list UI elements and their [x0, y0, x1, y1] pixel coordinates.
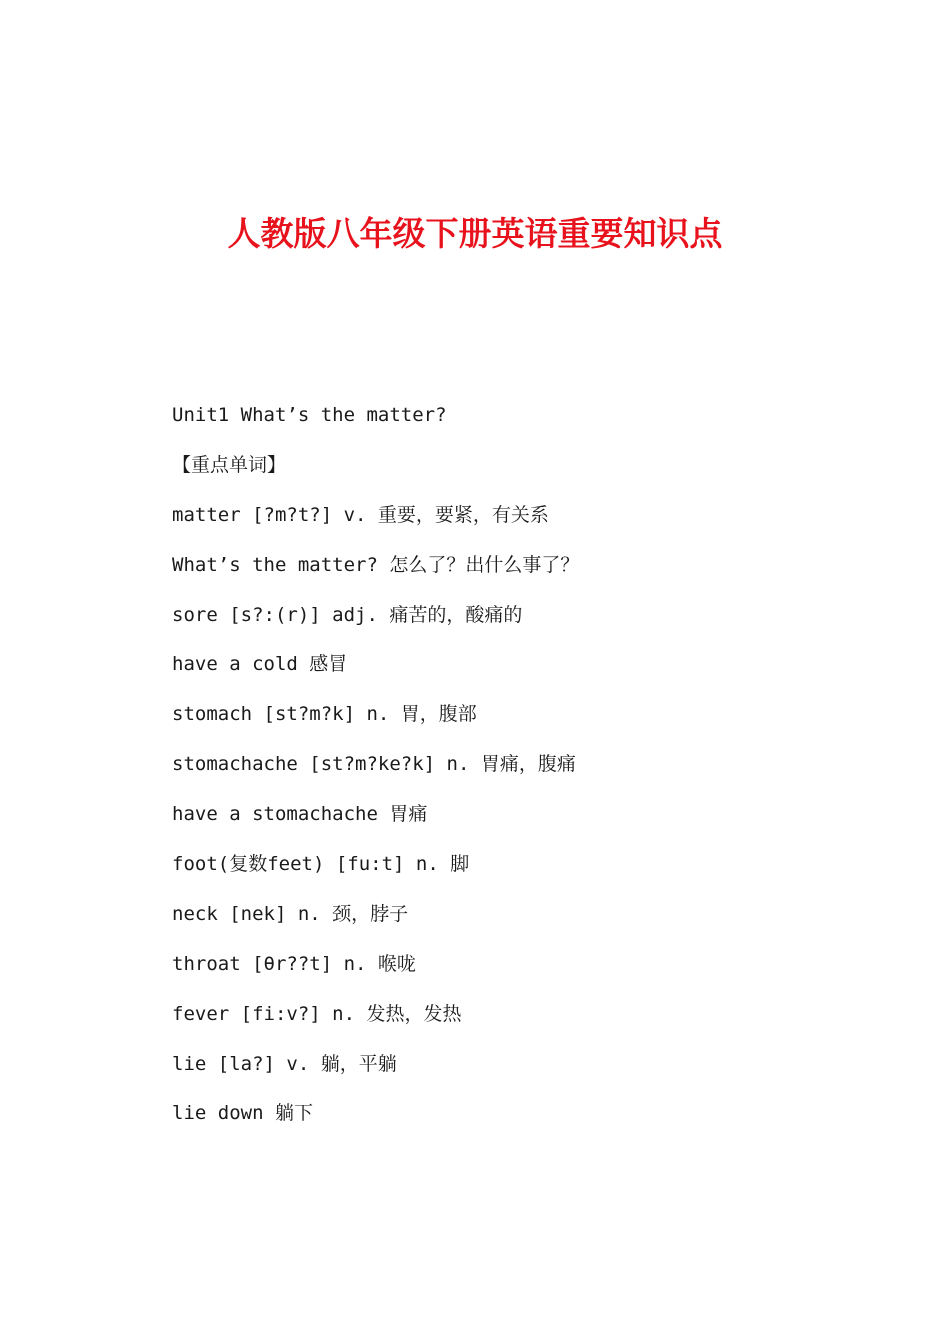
vocab-entry: stomachache [st?m?ke?k] n. 胃痛，腹痛	[172, 753, 576, 776]
vocab-entry: have a stomachache 胃痛	[172, 803, 428, 826]
vocab-entry: sore [s?:(r)] adj. 痛苦的，酸痛的	[172, 603, 523, 626]
vocab-entry: fever [fi:v?] n. 发热，发热	[172, 1002, 462, 1025]
document-title: 人教版八年级下册英语重要知识点	[227, 214, 723, 253]
vocab-entry: What’s the matter? 怎么了？出什么事了？	[172, 553, 580, 576]
vocab-entry: have a cold 感冒	[172, 653, 348, 676]
vocab-entry: stomach [st?m?k] n. 胃，腹部	[172, 703, 477, 726]
vocab-entry: throat [θr??t] n. 喉咙	[172, 952, 416, 975]
vocab-entry: lie [la?] v. 躺，平躺	[172, 1052, 397, 1075]
vocab-entry: lie down 躺下	[172, 1102, 313, 1125]
vocab-entry: neck [nek] n. 颈，脖子	[172, 902, 409, 925]
vocabulary-list	[172, 390, 892, 1138]
section-heading: 【重点单词】	[172, 453, 287, 476]
vocab-entry: matter [?m?t?] v. 重要，要紧，有关系	[172, 503, 549, 526]
vocab-entry: foot(复数feet) [fu:t] n. 脚	[172, 853, 470, 876]
unit-heading: Unit1 What’s the matter?	[172, 404, 447, 426]
